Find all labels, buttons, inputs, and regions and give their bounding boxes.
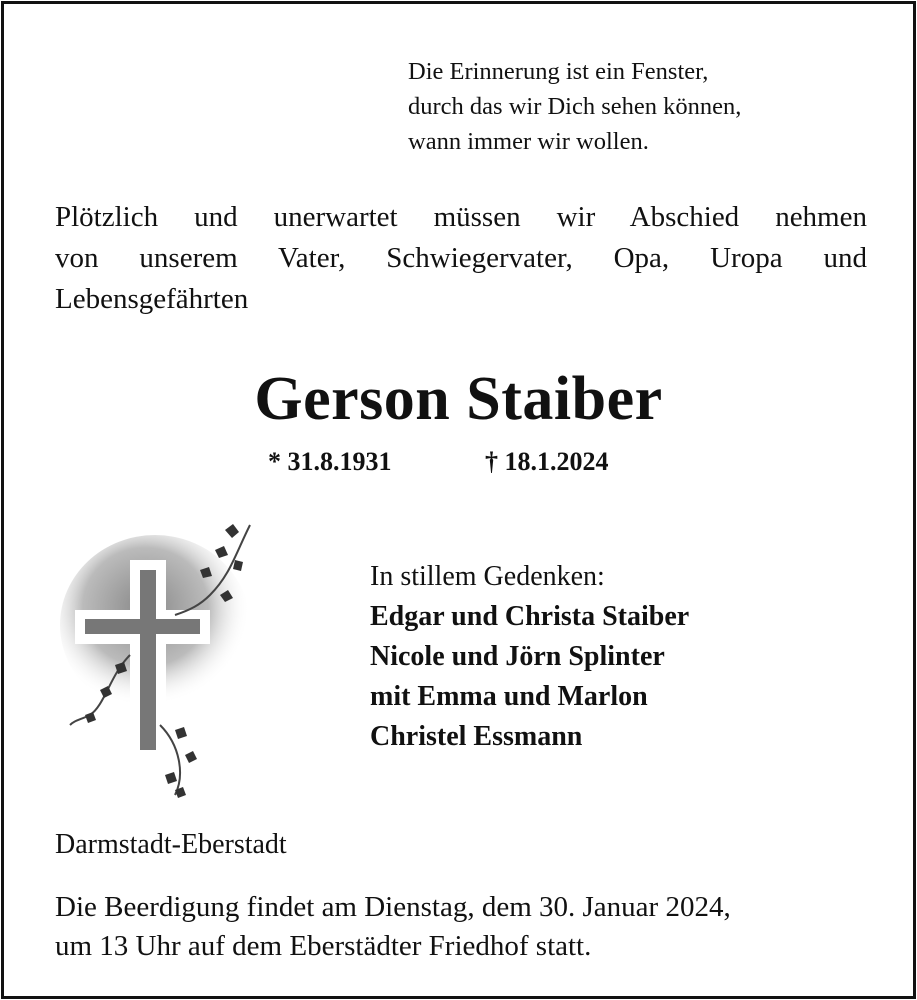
announcement-line: Lebensgefährten bbox=[55, 283, 249, 315]
death-date: † 18.1.2024 bbox=[485, 447, 609, 476]
place: Darmstadt-Eberstadt bbox=[55, 829, 287, 860]
memorial-quote bbox=[408, 54, 741, 159]
funeral-info bbox=[55, 888, 731, 966]
cross-with-ivy-icon bbox=[60, 515, 270, 805]
deceased-name: Gerson Staiber bbox=[254, 365, 663, 433]
mourner-name: mit Emma und Marlon bbox=[370, 681, 648, 712]
quote-line: Die Erinnerung ist ein Fenster, bbox=[408, 58, 709, 85]
funeral-line: um 13 Uhr auf dem Eberstädter Friedhof statt. bbox=[55, 930, 592, 962]
mourners-heading: In stillem Gedenken: bbox=[370, 561, 605, 592]
mourner-name: Christel Essmann bbox=[370, 721, 583, 752]
funeral-line: Die Beerdigung findet am Dienstag, dem 30. Januar 2024, bbox=[55, 891, 731, 923]
quote-line: durch das wir Dich sehen können, bbox=[408, 93, 742, 120]
announcement-text bbox=[55, 197, 867, 320]
announcement-line: Plötzlich und unerwartet müssen wir Abschied nehmen bbox=[55, 201, 867, 233]
mourner-name: Nicole und Jörn Splinter bbox=[370, 641, 665, 672]
mourners-block bbox=[370, 557, 689, 757]
quote-line: wann immer wir wollen. bbox=[408, 128, 649, 155]
announcement-line: von unserem Vater, Schwiegervater, Opa, Uropa und bbox=[55, 242, 867, 274]
birth-date: * 31.8.1931 bbox=[268, 447, 392, 476]
mourner-name: Edgar und Christa Staiber bbox=[370, 601, 690, 632]
